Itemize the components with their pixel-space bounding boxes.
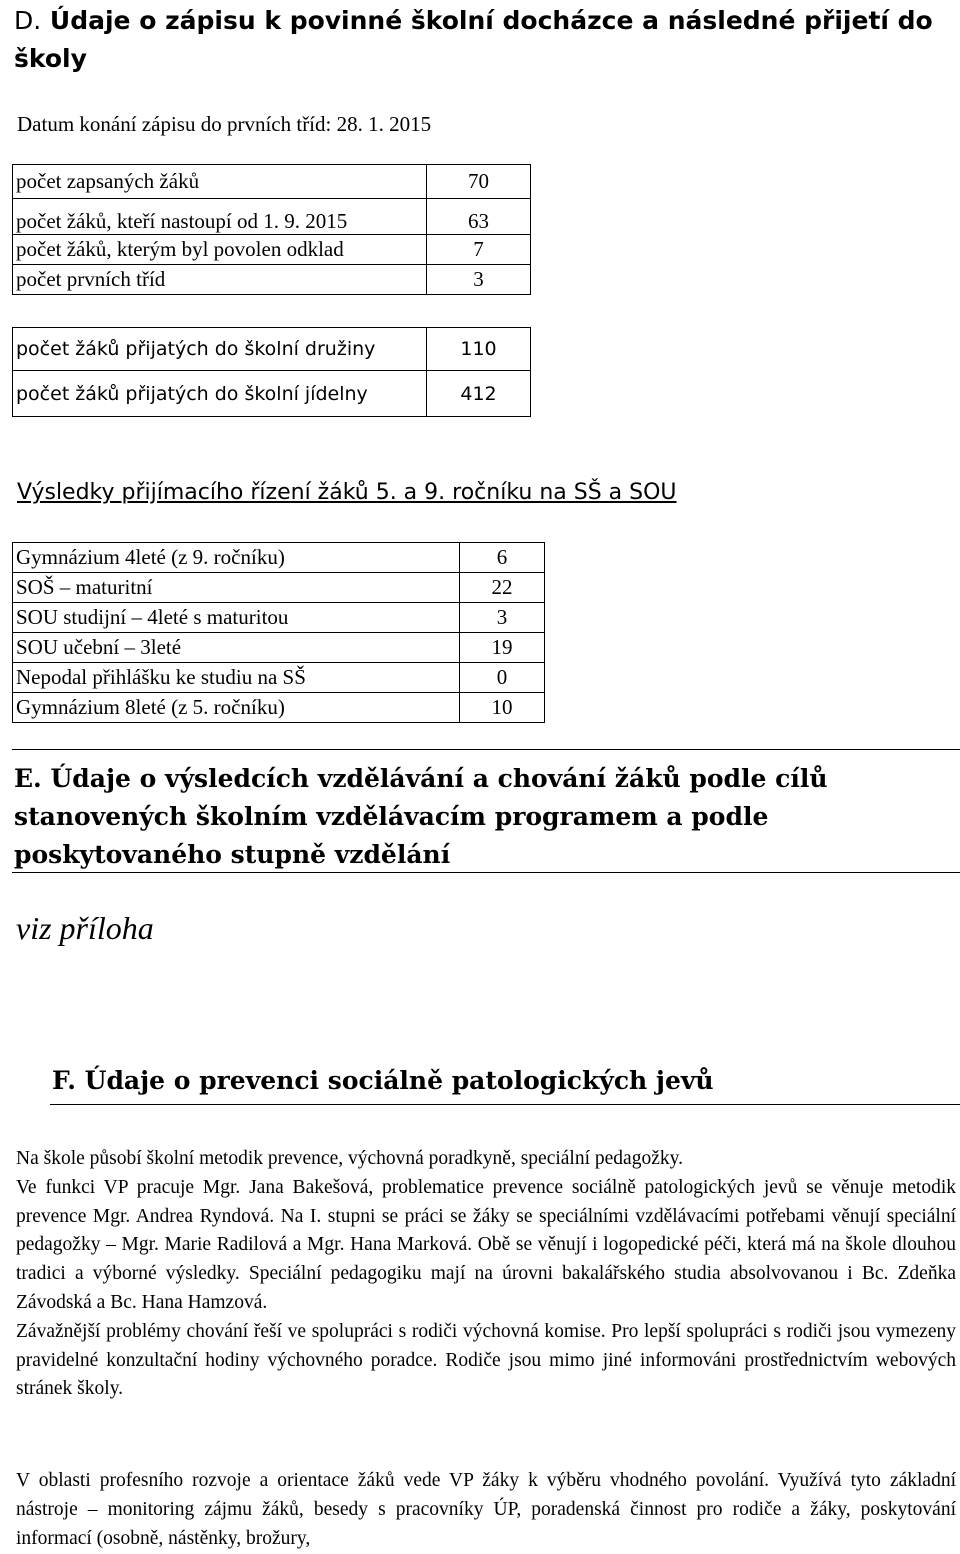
section-e-top-rule [12,749,960,750]
paragraph: Ve funkci VP pracuje Mgr. Jana Bakešová, problematice prevence sociálně patologických jevů se věnuje metodik prevence Mgr. Andrea Ryndová. Na I. stupni se práci se žáky se speciálními vzdělávacími potřebami věnují speciální pedagožky – Mgr. Marie Radilová a Mgr. Hana Marková. Obě se věnují i logopedické péči, která má na škole dlouhou tradici a výborné výsledky. Speciální pedagogiku mají na úrovni bakalářského studia absolvovanou i Bc. Zdeňka Závodská a Bc. Hana Hamzová. [16,1176,956,1313]
row-label: počet žáků přijatých do školní družiny [13,328,427,371]
section-e-bottom-rule [12,872,960,873]
section-d-heading [14,2,944,78]
enrollment-date: Datum konání zápisu do prvních tříd: 28. 1. 2015 [17,112,432,136]
section-d-letter: D. [14,6,42,35]
row-value: 70 [427,165,531,199]
row-value: 19 [460,633,545,663]
table-row [13,603,545,633]
row-value: 110 [427,328,531,371]
admission-results-table [12,542,545,723]
section-d-title: Údaje o zápisu k povinné školní docházce a následné přijetí do školy [14,6,933,73]
table-row [13,199,531,235]
table-row [13,543,545,573]
row-value: 22 [460,573,545,603]
row-value: 0 [460,663,545,693]
table-row [13,663,545,693]
section-f-body [16,1145,956,1404]
table-row [13,165,531,199]
row-value: 7 [427,235,531,265]
table-row [13,235,531,265]
table-row [13,371,531,417]
table-row [13,265,531,295]
row-value: 6 [460,543,545,573]
row-label: SOŠ – maturitní [13,573,460,603]
enrollment-table [12,164,531,295]
row-value: 412 [427,371,531,417]
row-label: počet zapsaných žáků [13,165,427,199]
paragraph: V oblasti profesního rozvoje a orientace žáků vede VP žáky k výběru vhodného povolání. Využívá tyto základní nástroje – monitoring zájmu žáků, besedy s pracovníky ÚP, poradenská činnost pro rodiče a žáky, poskytování informací (osobně, nástěnky, brožury, [16,1470,956,1549]
paragraph: Závažnější problémy chování řeší ve spolupráci s rodiči výchovná komise. Pro lepší spolupráci s rodiči jsou vymezeny pravidelné konzultační hodiny výchovného poradce. Rodiče jsou mimo jiné informováni prostřednictvím webových stránek školy. [16,1320,956,1400]
row-label: počet prvních tříd [13,265,427,295]
paragraph: Na škole působí školní metodik prevence, výchovná poradkyně, speciální pedagožky. [16,1148,683,1169]
section-f-body-career [16,1467,956,1553]
row-label: počet žáků přijatých do školní jídelny [13,371,427,417]
section-e-heading: E. Údaje o výsledcích vzdělávání a chování žáků podle cílů stanovených školním vzdělávacím programem a podle poskytovaného stupně vzdělání [14,764,828,869]
row-label: Gymnázium 4leté (z 9. ročníku) [13,543,460,573]
row-value: 3 [427,265,531,295]
table-row [13,693,545,723]
row-label: SOU studijní – 4leté s maturitou [13,603,460,633]
row-label: Nepodal přihlášku ke studiu na SŠ [13,663,460,693]
row-value: 3 [460,603,545,633]
facilities-table [12,327,531,417]
row-label: SOU učební – 3leté [13,633,460,663]
section-f-rule [50,1104,960,1105]
row-label: počet žáků, kteří nastoupí od 1. 9. 2015 [13,199,427,235]
row-value: 10 [460,693,545,723]
row-label: Gymnázium 8leté (z 5. ročníku) [13,693,460,723]
section-e-note: viz příloha [16,910,154,946]
section-f-heading: F. Údaje o prevenci sociálně patologických jevů [52,1066,714,1095]
row-label: počet žáků, kterým byl povolen odklad [13,235,427,265]
results-heading: Výsledky přijímacího řízení žáků 5. a 9. ročníku na SŠ a SOU [17,480,677,505]
table-row [13,573,545,603]
row-value: 63 [427,199,531,235]
table-row [13,633,545,663]
table-row [13,328,531,371]
